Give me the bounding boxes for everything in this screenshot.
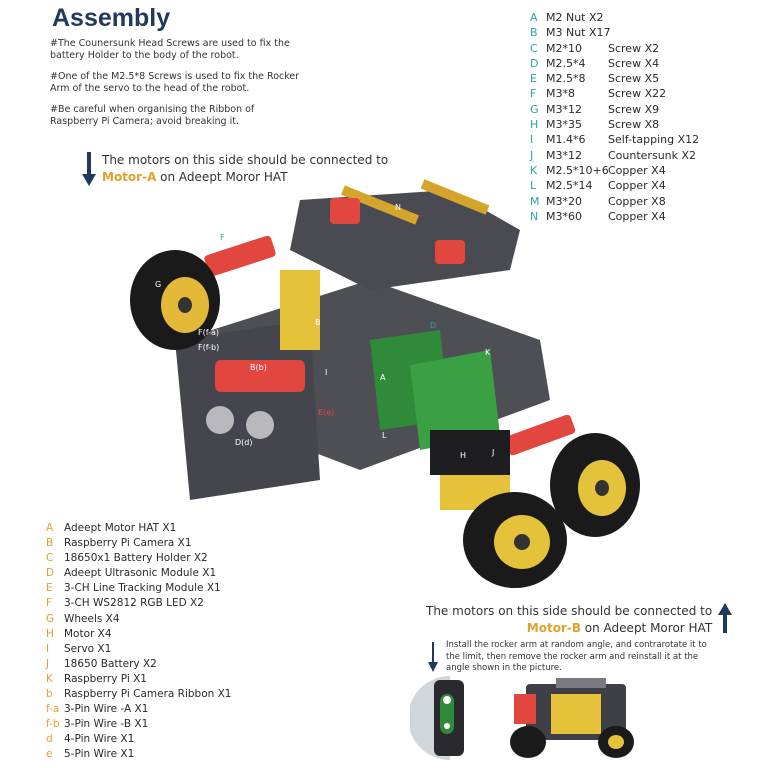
- screw-item: J M3*12 Countersunk X2: [530, 148, 697, 162]
- motor-b-note: [426, 603, 732, 637]
- diagram-label: C: [230, 295, 236, 304]
- screw-item: A M2 Nut X2: [530, 11, 604, 24]
- motor-b-rest: on Adeept Moror HAT: [580, 621, 713, 635]
- screw-item: N M3*60 Copper X4: [530, 209, 666, 223]
- screw-item: M M3*20 Copper X8: [530, 194, 666, 208]
- part-item: d 4-Pin Wire X1: [46, 733, 135, 746]
- screw-item: G M3*12 Screw X9: [530, 102, 660, 116]
- diagram-label: M: [260, 263, 267, 272]
- motor-a-label: Motor-A: [102, 170, 157, 184]
- note-countersunk: #The Counersunk Head Screws are used to fix the battery Holder to the body of the robot.: [50, 38, 290, 61]
- wheel-rear-left: [463, 492, 567, 588]
- diagram-label: N: [395, 203, 401, 212]
- part-item: K Raspberry Pi X1: [46, 672, 147, 685]
- part-item: J 18650 Battery X2: [46, 657, 157, 670]
- diagram-label: G: [155, 280, 162, 289]
- part-item: B Raspberry Pi Camera X1: [46, 537, 192, 550]
- motor-a-rest: on Adeept Moror HAT: [156, 170, 288, 184]
- ultrasonic-eye: [206, 406, 234, 434]
- part-item: E 3-CH Line Tracking Module X1: [46, 582, 221, 595]
- screw-item: C M2*10 Screw X2: [530, 41, 660, 55]
- diagram-label: L: [382, 431, 387, 440]
- parts-list: [46, 521, 232, 763]
- part-item: H Motor X4: [46, 627, 112, 640]
- instruction-text: Install the rocker arm at random angle, and contrarotate it to the limit, then remove the rocker arm and reinstall it at the angle shown in the picture.: [446, 640, 707, 673]
- diagram-label: K: [485, 348, 491, 357]
- motor-a-line1: The motors on this side should be connected to: [102, 153, 389, 167]
- diagram-label: F(f-b): [198, 343, 220, 352]
- diagram-label: J: [492, 448, 495, 457]
- servo-instruction: [428, 640, 722, 675]
- arrow-down-icon: [428, 642, 438, 672]
- screw-item: K M2.5*10+6 Copper X4: [530, 163, 666, 177]
- screw-item: B M3 Nut X17: [530, 26, 611, 40]
- page-title: Assembly: [52, 4, 171, 32]
- diagram-label: I: [325, 368, 328, 377]
- screw-item: E M2.5*8 Screw X5: [530, 72, 660, 86]
- arrow-down-icon: [82, 152, 96, 186]
- head-bracket: [330, 198, 360, 224]
- part-item: A Adeept Motor HAT X1: [46, 522, 177, 534]
- part-item: f-b 3-Pin Wire -B X1: [46, 718, 149, 731]
- part-item: F 3-CH WS2812 RGB LED X2: [46, 597, 204, 610]
- diagram-label: D(d): [235, 438, 253, 447]
- arrow-up-icon: [718, 603, 732, 633]
- screw-item: I M1.4*6 Self-tapping X12: [530, 133, 700, 147]
- motor-b-label: Motor-B: [526, 621, 581, 635]
- part-item: f-a 3-Pin Wire -A X1: [46, 703, 149, 716]
- screw-item: F M3*8 Screw X22: [530, 87, 667, 101]
- battery: [280, 270, 320, 350]
- assembly-notes: [50, 38, 350, 137]
- assembled-robot-illustration: [496, 674, 646, 760]
- screw-item: L M2.5*14 Copper X4: [530, 179, 666, 193]
- ultrasonic-eye: [246, 411, 274, 439]
- diagram-label: A: [380, 373, 386, 382]
- diagram-label: D: [430, 321, 437, 330]
- servo-rocker-illustration: [410, 676, 490, 760]
- screw-item: H M3*35 Screw X8: [530, 118, 660, 132]
- part-item: G Wheels X4: [46, 612, 120, 625]
- head-bracket: [435, 240, 465, 264]
- part-item: b Raspberry Pi Camera Ribbon X1: [46, 688, 232, 701]
- diagram-label: H: [460, 451, 467, 460]
- diagram-label: B(b): [250, 363, 267, 372]
- note-camera-ribbon: #Be careful when organising the Ribbon of Raspberry Pi Camera; avoid breaking it.: [50, 104, 255, 127]
- note-rocker-arm: #One of the M2.5*8 Screws is used to fix the Rocker Arm of the servo to the head of the robot.: [50, 71, 300, 94]
- motor-b-line1: The motors on this side should be connected to: [426, 604, 713, 618]
- wheel-rear-right: [550, 433, 640, 537]
- diagram-label: F(f-a): [198, 328, 220, 337]
- part-item: I Servo X1: [46, 642, 112, 655]
- part-item: e 5-Pin Wire X1: [46, 748, 135, 761]
- diagram-label: B: [315, 318, 321, 327]
- diagram-label: E(e): [318, 408, 335, 417]
- screw-item: D M2.5*4 Screw X4: [530, 56, 660, 70]
- part-item: D Adeept Ultrasonic Module X1: [46, 567, 217, 580]
- battery-holder: [430, 430, 510, 475]
- part-item: C 18650x1 Battery Holder X2: [46, 552, 208, 565]
- diagram-label: F: [220, 233, 225, 242]
- diagram-label: E: [255, 231, 261, 240]
